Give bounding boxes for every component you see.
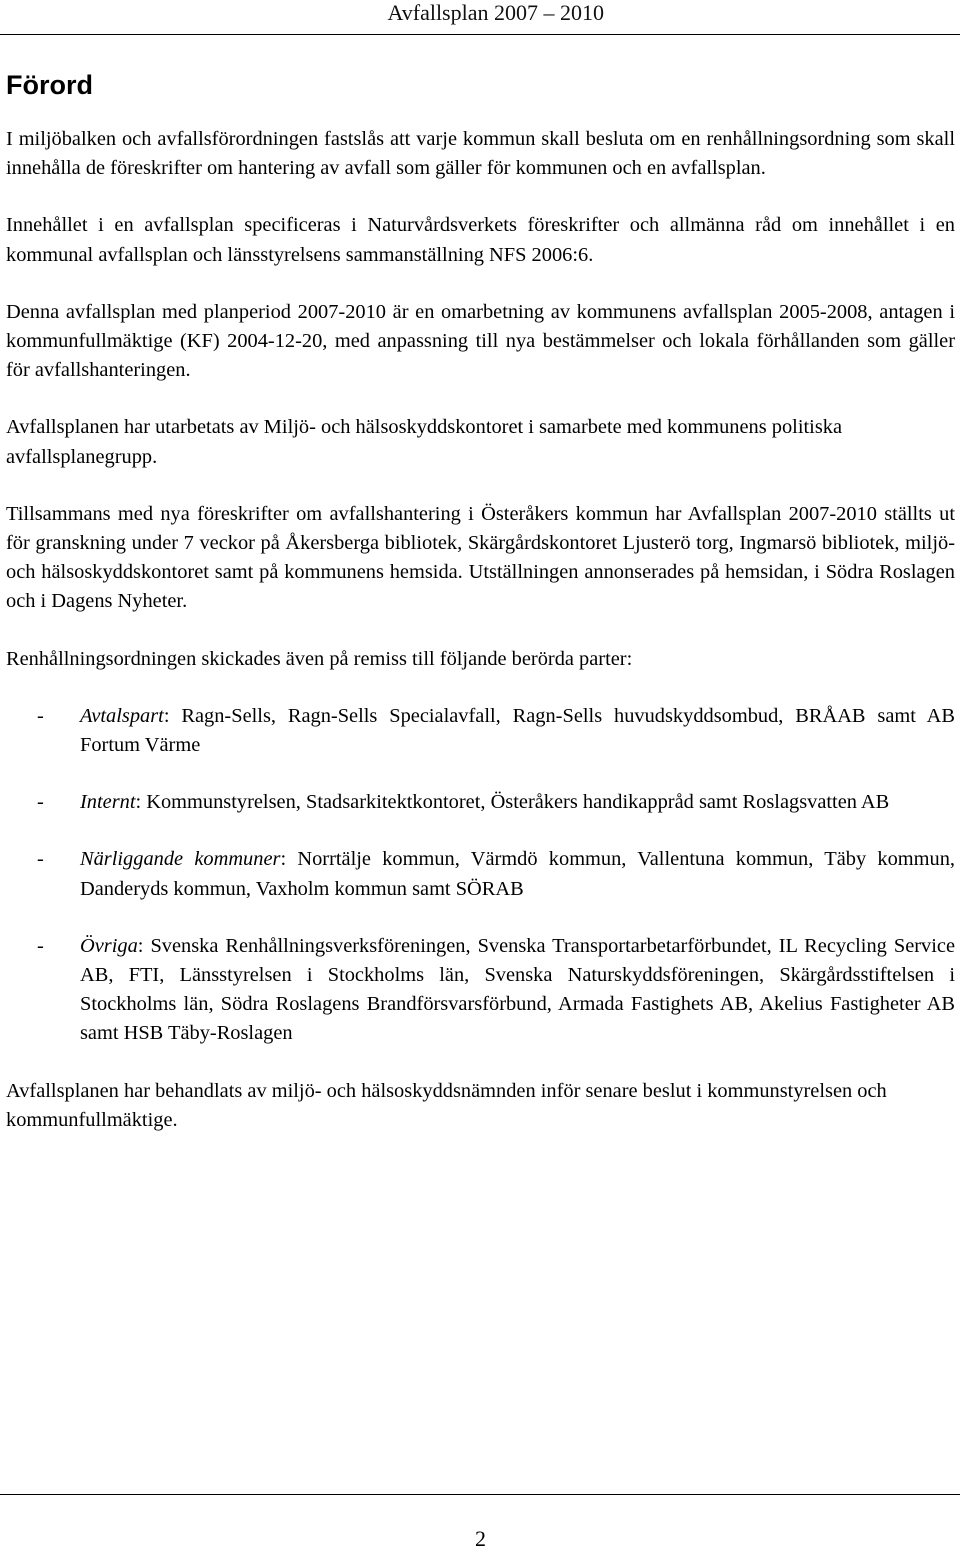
- section-heading: Förord: [6, 70, 93, 100]
- list-item: [6, 702, 955, 760]
- paragraph-authors: Avfallsplanen har utarbetats av Miljö- och hälsoskyddskontoret i samarbete med kommunens politiska avfallsplanegrupp.: [6, 416, 843, 468]
- footer-divider: [0, 1494, 960, 1495]
- party-names: : Kommunstyrelsen, Stadsarkitektkontoret, Österåkers handikappråd samt Roslagsvatten AB: [135, 791, 890, 814]
- list-dash: -: [37, 848, 44, 871]
- party-category: Närliggande kommuner: [80, 848, 281, 871]
- paragraph-decision: Avfallsplanen har behandlats av miljö- och hälsoskyddsnämnden inför senare beslut i kommunstyrelsen och kommunfullmäktige.: [6, 1079, 887, 1131]
- list-dash: -: [37, 934, 44, 957]
- paragraph-exhibition: Tillsammans med nya föreskrifter om avfallshantering i Österåkers kommun har Avfallsplan 2007-2010 ställts ut för granskning under 7 veckor på Åkersberga bibliotek, Skärgårdskontoret Ljusterö torg, Ingmarsö bibliotek, miljö- och hälsoskyddskontoret samt på kommunens hemsida. Utställningen annonserades på hemsidan, i Södra Roslagen och i Dagens Nyheter.: [6, 502, 955, 613]
- list-item: [6, 845, 955, 903]
- party-names: : Norrtälje kommun, Värmdö kommun, Vallentuna kommun, Täby kommun, Danderyds kommun, Vaxholm kommun samt SÖRAB: [80, 848, 956, 900]
- party-category: Internt: [80, 791, 136, 814]
- list-item: [6, 788, 955, 817]
- list-dash: -: [37, 791, 44, 814]
- paragraph-intro: I miljöbalken och avfallsförordningen fastslås att varje kommun skall besluta om en renhållningsordning som skall innehålla de föreskrifter om hantering av avfall som gäller för kommunen och en avfallsplan.: [6, 128, 955, 180]
- running-header: Avfallsplan 2007 – 2010: [387, 0, 604, 25]
- paragraph-specification: Innehållet i en avfallsplan specificeras i Naturvårdsverkets föreskrifter och allmänna råd om innehållet i en kommunal avfallsplan och länsstyrelsens sammanställning NFS 2006:6.: [6, 214, 955, 266]
- header-divider: [0, 34, 960, 35]
- party-names: : Ragn-Sells, Ragn-Sells Specialavfall, Ragn-Sells huvudskyddsombud, BRÅAB samt AB Fortum Värme: [80, 704, 955, 757]
- party-category: Övriga: [80, 934, 138, 957]
- list-dash: -: [37, 704, 44, 727]
- party-names: : Svenska Renhållningsverksföreningen, Svenska Transportarbetarförbundet, IL Recycling Service AB, FTI, Länsstyrelsen i Stockholms län, Svenska Naturskyddsföreningen, Skärgårdsstiftelsen i Stockholms län, Södra Roslagens Brandförsvarsförbund, Armada Fastighets AB, Akelius Fastigheter AB samt HSB Täby-Roslagen: [80, 934, 955, 1045]
- list-item: [6, 932, 955, 1049]
- page-number-text: 2: [475, 1526, 486, 1551]
- consulted-parties-list: [6, 702, 955, 1049]
- paragraph-consultation: Renhållningsordningen skickades även på remiss till följande berörda parter:: [6, 647, 633, 670]
- paragraph-plan-period: Denna avfallsplan med planperiod 2007-2010 är en omarbetning av kommunens avfallsplan 2005-2008, antagen i kommunfullmäktige (KF) 2004-12-20, med anpassning till nya bestämmelser och lokala förhållanden som gäller för avfallshanteringen.: [6, 300, 955, 382]
- body-text: [6, 125, 955, 1163]
- party-category: Avtalspart: [80, 704, 164, 727]
